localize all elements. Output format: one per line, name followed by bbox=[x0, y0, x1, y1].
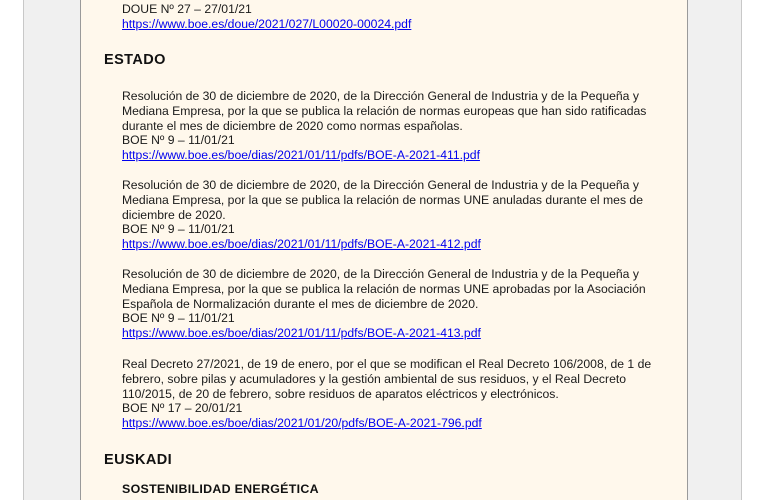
section-heading-euskadi: EUSKADI bbox=[104, 452, 173, 468]
doue-link[interactable]: https://www.boe.es/doue/2021/027/L00020-00024.pdf bbox=[122, 17, 412, 31]
entry-reference: BOE Nº 17 – 20/01/21 bbox=[122, 401, 243, 416]
entry-link[interactable]: https://www.boe.es/boe/dias/2021/01/11/pdfs/BOE-A-2021-413.pdf bbox=[122, 326, 481, 341]
entry-link[interactable]: https://www.boe.es/boe/dias/2021/01/20/pdfs/BOE-A-2021-796.pdf bbox=[122, 416, 482, 431]
entry-text: Resolución de 30 de diciembre de 2020, de la Dirección General de Industria y de la Pequeña y Mediana Empresa, por la que se publica la relación de normas UNE anuladas durante el mes de diciembre de 2020. bbox=[122, 178, 643, 222]
document-page bbox=[80, 0, 688, 500]
list-item bbox=[122, 267, 662, 341]
entry-text: Resolución de 30 de diciembre de 2020, de la Dirección General de Industria y de la Pequeña y Mediana Empresa, por la que se publica la relación de normas europeas que han sido ratificadas durante el mes de diciembre de 2020 como normas españolas. bbox=[122, 89, 647, 133]
doue-reference: DOUE Nº 27 – 27/01/21 bbox=[122, 2, 252, 16]
entry-text: Resolución de 30 de diciembre de 2020, de la Dirección General de Industria y de la Pequeña y Mediana Empresa, por la que se publica la relación de normas UNE aprobadas por la Asociación Española de Normalización durante el mes de diciembre de 2020. bbox=[122, 267, 646, 311]
entry-reference: BOE Nº 9 – 11/01/21 bbox=[122, 133, 235, 148]
document-viewer bbox=[23, 0, 742, 500]
entry-reference: BOE Nº 9 – 11/01/21 bbox=[122, 222, 235, 237]
list-item bbox=[122, 178, 657, 252]
entry-text: Real Decreto 27/2021, de 19 de enero, por el que se modifican el Real Decreto 106/2008, de 1 de febrero, sobre pilas y acumuladores y la gestión ambiental de sus residuos, y el Real Decreto 110/2015, de 20 de febrero, sobre residuos de aparatos eléctricos y electrónicos. bbox=[122, 357, 652, 401]
section-heading-estado: ESTADO bbox=[104, 52, 166, 68]
entry-reference: BOE Nº 9 – 11/01/21 bbox=[122, 311, 235, 326]
entry-link[interactable]: https://www.boe.es/boe/dias/2021/01/11/pdfs/BOE-A-2021-412.pdf bbox=[122, 237, 481, 252]
list-item bbox=[122, 89, 662, 163]
list-item bbox=[122, 357, 657, 431]
subsection-heading: SOSTENIBILIDAD ENERGÉTICA bbox=[122, 482, 319, 496]
entry-link[interactable]: https://www.boe.es/boe/dias/2021/01/11/pdfs/BOE-A-2021-411.pdf bbox=[122, 148, 480, 163]
